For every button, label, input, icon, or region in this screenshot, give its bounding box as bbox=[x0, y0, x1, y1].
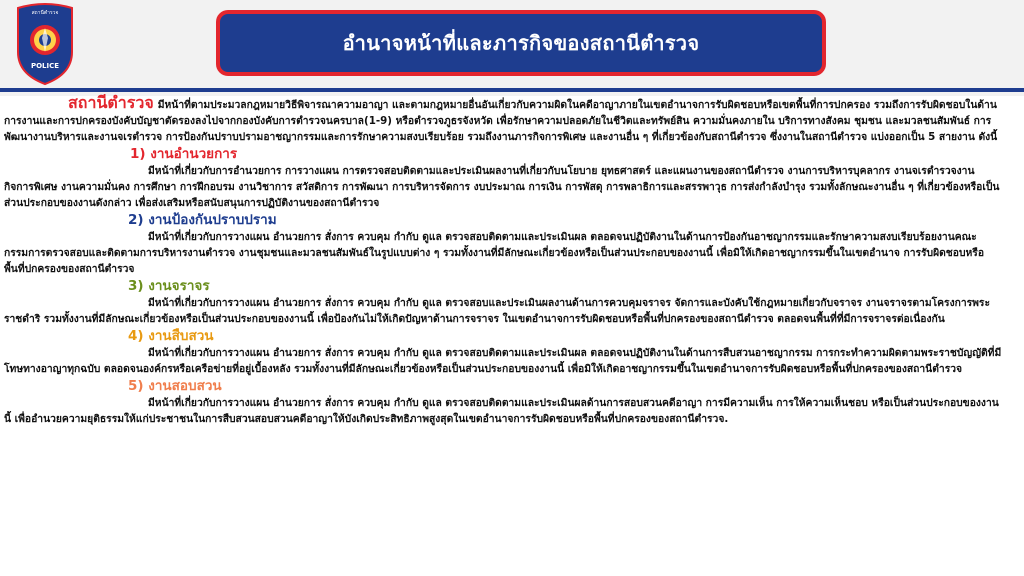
intro-lead: สถานีตำรวจ bbox=[68, 93, 154, 112]
section-text-traffic: มีหน้าที่เกี่ยวกับการวางแผน อำนวยการ สั่งการ ควบคุม กำกับ ดูแล ตรวจสอบและประเมินผลงานด้านการควบคุมจราจร จัดการและบังคับใช้กฎหมายเกี่ยวกับจราจร งานจราจรตามโครงการพระราชดำริ รวมทั้งงานที่มีลักษณะเกี่ยวข้องหรือเป็นส่วนประกอบของงานนี้ เพื่อป้องกันไม่ให้เกิดปัญหาด้านการจราจร ในเขตอำนาจการรับผิดชอบหรือพื้นที่ปกครองของสถานีตำรวจ ตลอดจนพื้นที่ที่มีการจราจรต่อเนื่องกัน bbox=[4, 297, 990, 325]
section-text-inquiry: มีหน้าที่เกี่ยวกับการวางแผน อำนวยการ สั่งการ ควบคุม กำกับ ดูแล ตรวจสอบติดตามและประเมินผลด้านการสอบสวนคดีอาญา การมีความเห็น การให้ความเห็นชอบ หรือเป็นส่วนประกอบของงานนี้ เพื่ออำนวยความยุติธรรมให้แก่ประชาชนในการสืบสวนสอบสวนคดีอาญาให้บังเกิดประสิทธิภาพสูงสุดในเขตอำนาจการรับผิดชอบหรือพื้นที่ปกครองของสถานีตำรวจ. bbox=[4, 397, 999, 425]
police-badge-icon bbox=[14, 2, 76, 86]
section-text-prevention: มีหน้าที่เกี่ยวกับการวางแผน อำนวยการ สั่งการ ควบคุม กำกับ ดูแล ตรวจสอบติดตามและประเมินผล ตลอดจนปฏิบัติงานในด้านการป้องกันอาชญากรรมและรักษาความสงบเรียบร้อยงานคณะกรรมการตรวจสอบและติดตามการบริหารงานตำรวจ งานชุมชนและมวลชนสัมพันธ์ในรูปแบบต่าง ๆ รวมทั้งงานที่มีลักษณะเกี่ยวข้องหรือเป็นส่วนประกอบของงานนี้ เพื่อมิให้เกิดอาชญากรรมขึ้นในเขตอำนาจ การรับผิดชอบหรือพื้นที่ปกครองของสถานีตำรวจ bbox=[4, 231, 985, 275]
section-text-investigation: มีหน้าที่เกี่ยวกับการวางแผน อำนวยการ สั่งการ ควบคุม กำกับ ดูแล ตรวจสอบติดตามและประเมินผล ตลอดจนปฏิบัติงานในด้านการสืบสวนอาชญากรรม การกระทำความผิดตามพระราชบัญญัติที่มีโทษทางอาญาทุกฉบับ ตลอดจนองค์กรหรือเครือข่ายที่อยู่เบื้องหลัง รวมทั้งงานที่มีลักษณะเกี่ยวข้องหรือเป็นส่วนประกอบของงานนี้ เพื่อมิให้เกิดอาชญากรรมขึ้นในเขตอำนาจการรับผิดชอบหรือพื้นที่ปกครองของสถานีตำรวจ bbox=[4, 347, 1002, 375]
badge-police-text: POLICE bbox=[30, 62, 60, 70]
page-title: อำนาจหน้าที่และภารกิจของสถานีตำรวจ bbox=[342, 31, 700, 55]
section-heading-prevention: 2) งานป้องกันปราบปราม bbox=[128, 212, 277, 228]
intro-paragraph bbox=[4, 95, 1004, 145]
section-text-admin: มีหน้าที่เกี่ยวกับการอำนวยการ การวางแผน การตรวจสอบติดตามและประเมินผลงานที่เกี่ยวกับนโยบาย ยุทธศาสตร์ และแผนงานของสถานีตำรวจ งานการบริหารบุคลากร งานจเรตำรวจงานกิจการพิเศษ งานความมั่นคง การศึกษา การฝึกอบรม งานวิชาการ สวัสดิการ การพัฒนา การบริหารจัดการ งบประมาณ การเงิน การพัสดุ การพลาธิการและสรรพาวุธ การส่งกำลังบำรุง รวมทั้งลักษณะงานอื่น ๆ ที่เกี่ยวข้องหรือเป็นส่วนประกอบของงานดังกล่าว เพื่อส่งเสริมหรือสนับสนุนการปฏิบัติงานของสถานีตำรวจ bbox=[4, 165, 1000, 209]
title-banner bbox=[216, 10, 826, 76]
badge-top-text: สถานีตำรวจ bbox=[31, 10, 59, 16]
section-heading-admin: 1) งานอำนวยการ bbox=[130, 146, 238, 162]
section-heading-investigation: 4) งานสืบสวน bbox=[128, 328, 214, 344]
content-body bbox=[4, 95, 1004, 427]
intro-text: มีหน้าที่ตามประมวลกฎหมายวิธีพิจารณาความอาญา และตามกฎหมายอื่นอันเกี่ยวกับความผิดในคดีอาญาภายในเขตอำนาจการรับผิดชอบหรือเขตพื้นที่การปกครอง รวมถึงการรับผิดชอบในด้านการงานและการปกครองบังคับบัญชาตัดรองลงไปจากกองบังคับการตำรวจนครบาล(1-9) หรือตำรวจภูธรจังหวัด เพื่อรักษาความปลอดภัยในชีวิตและทรัพย์สิน ความมั่นคงภายใน บริการทางสังคม ชุมชน และมวลชนสัมพันธ์ การพัฒนางานบริหารและงานจเรตำรวจ การป้องกันปราบปรามอาชญากรรมและการรักษาความสงบเรียบร้อย รวมถึงงานภารกิจการพิเศษ และงานอื่น ๆ ที่เกี่ยวข้องกับสถานีตำรวจ ซึ่งงานในสถานีตำรวจ แบ่งออกเป็น 5 สายงาน ดังนี้ bbox=[4, 99, 998, 143]
header-bar bbox=[0, 0, 1024, 96]
header-divider bbox=[0, 88, 1024, 92]
section-heading-inquiry: 5) งานสอบสวน bbox=[128, 378, 222, 394]
section-heading-traffic: 3) งานจราจร bbox=[128, 278, 210, 294]
